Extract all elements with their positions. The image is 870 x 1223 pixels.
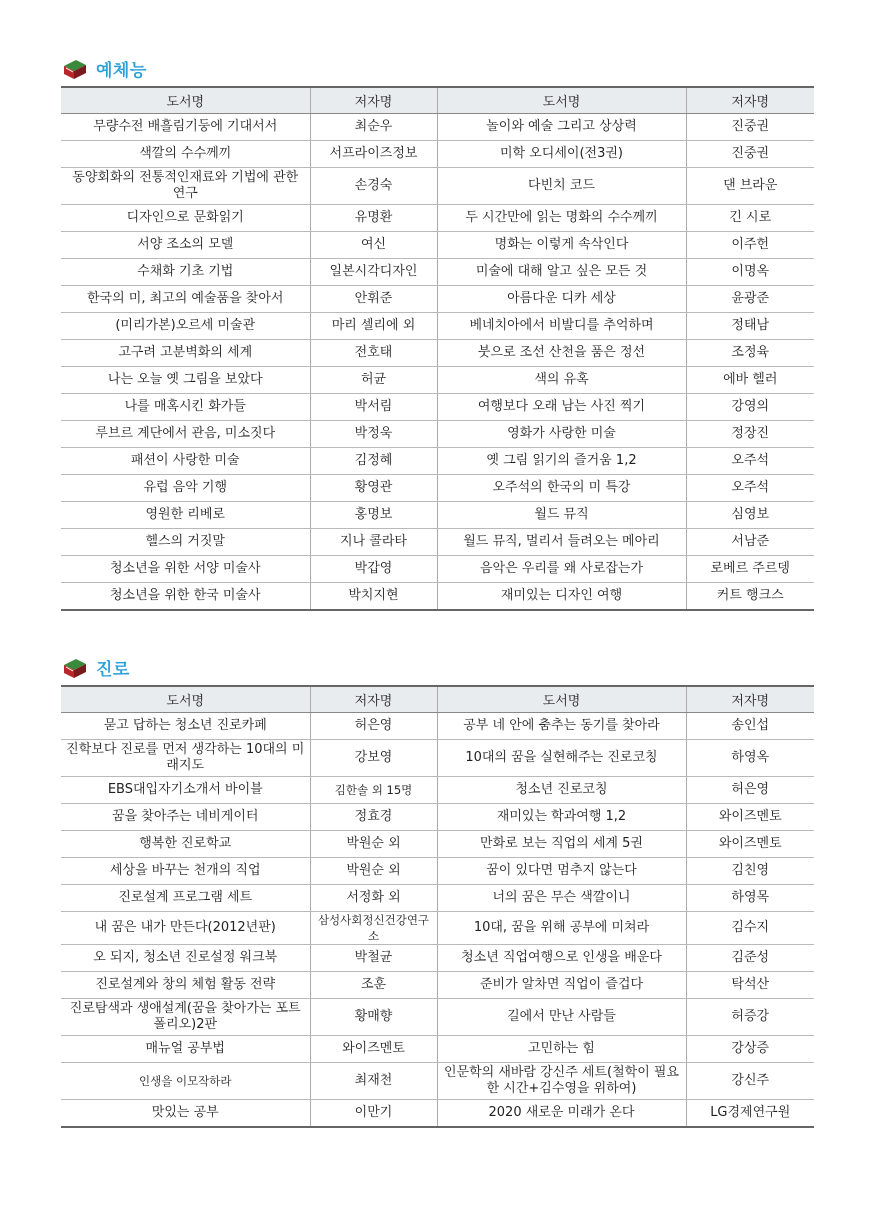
book-title-cell: 루브르 계단에서 관음, 미소짓다 <box>61 421 310 448</box>
book-title-cell: 재미있는 학과여행 1,2 <box>437 804 686 831</box>
book-title-cell: 공부 네 안에 춤추는 동기를 찾아라 <box>437 713 686 740</box>
book-title-cell: 월드 뮤직 <box>437 502 686 529</box>
table-row <box>61 912 814 945</box>
author-cell: 서남준 <box>686 529 814 556</box>
table-row <box>61 1063 814 1100</box>
book-table-arts <box>61 86 814 611</box>
table-row <box>61 740 814 777</box>
author-cell: 긴 시로 <box>686 205 814 232</box>
author-cell: LG경제연구원 <box>686 1100 814 1128</box>
book-title-cell: 디자인으로 문화읽기 <box>61 205 310 232</box>
book-title-cell: 매뉴얼 공부법 <box>61 1036 310 1063</box>
book-title-cell: 오 되지, 청소년 진로설정 워크북 <box>61 945 310 972</box>
column-header-title: 도서명 <box>437 686 686 713</box>
author-cell: 전호태 <box>310 340 437 367</box>
table-row <box>61 448 814 475</box>
author-cell: 서프라이즈정보 <box>310 141 437 168</box>
table-row <box>61 529 814 556</box>
author-cell: 심영보 <box>686 502 814 529</box>
column-header-title: 도서명 <box>61 87 310 114</box>
book-title-cell: 아름다운 디카 세상 <box>437 286 686 313</box>
book-title-cell: 너의 꿈은 무슨 색깔이니 <box>437 885 686 912</box>
column-header-author: 저자명 <box>310 87 437 114</box>
table-row <box>61 475 814 502</box>
table-row <box>61 313 814 340</box>
column-header-title: 도서명 <box>437 87 686 114</box>
author-cell: 허증강 <box>686 999 814 1036</box>
table-header-row <box>61 87 814 114</box>
book-title-cell: 서양 조소의 모델 <box>61 232 310 259</box>
book-title-cell: 여행보다 오래 남는 사진 찍기 <box>437 394 686 421</box>
table-row <box>61 394 814 421</box>
book-title-cell: 미술에 대해 알고 싶은 모든 것 <box>437 259 686 286</box>
book-title-cell: 맛있는 공부 <box>61 1100 310 1128</box>
book-title-cell: 청소년 직업여행으로 인생을 배운다 <box>437 945 686 972</box>
table-row <box>61 556 814 583</box>
table-row <box>61 114 814 141</box>
book-title-cell: 명화는 이렇게 속삭인다 <box>437 232 686 259</box>
section-title: 예체능 <box>96 61 147 81</box>
book-title-cell: 내 꿈은 내가 만든다(2012년판) <box>61 912 310 945</box>
book-title-cell: 옛 그림 읽기의 즐거움 1,2 <box>437 448 686 475</box>
author-cell: 삼성사회정신건강연구소 <box>310 912 437 945</box>
author-cell: 정효경 <box>310 804 437 831</box>
book-title-cell: 오주석의 한국의 미 특강 <box>437 475 686 502</box>
book-title-cell: 색깔의 수수께끼 <box>61 141 310 168</box>
book-title-cell: (미리가본)오르세 미술관 <box>61 313 310 340</box>
table-row <box>61 583 814 611</box>
book-title-cell: 고구려 고분벽화의 세계 <box>61 340 310 367</box>
section-header-arts <box>62 56 147 81</box>
table-row <box>61 259 814 286</box>
books-icon <box>62 58 88 80</box>
author-cell: 하영옥 <box>686 740 814 777</box>
author-cell: 강보영 <box>310 740 437 777</box>
book-title-cell: 꿈을 찾아주는 네비게이터 <box>61 804 310 831</box>
book-title-cell: 행복한 진로학교 <box>61 831 310 858</box>
books-icon <box>62 657 88 679</box>
author-cell: 박서림 <box>310 394 437 421</box>
author-cell: 마리 셀리에 외 <box>310 313 437 340</box>
table-row <box>61 945 814 972</box>
book-title-cell: 청소년 진로코칭 <box>437 777 686 804</box>
author-cell: 오주석 <box>686 448 814 475</box>
book-title-cell: 미학 오디세이(전3권) <box>437 141 686 168</box>
book-title-cell: 베네치아에서 비발디를 추억하며 <box>437 313 686 340</box>
book-title-cell: 진로설계 프로그램 세트 <box>61 885 310 912</box>
author-cell: 지나 콜라타 <box>310 529 437 556</box>
author-cell: 탁석산 <box>686 972 814 999</box>
table-row <box>61 367 814 394</box>
author-cell: 와이즈멘토 <box>686 831 814 858</box>
book-title-cell: 무량수전 배흘림기둥에 기대서서 <box>61 114 310 141</box>
table-row <box>61 286 814 313</box>
author-cell: 홍명보 <box>310 502 437 529</box>
book-title-cell: 색의 유혹 <box>437 367 686 394</box>
table-row <box>61 804 814 831</box>
table-header-row <box>61 686 814 713</box>
book-title-cell: 동양회화의 전통적인재료와 기법에 관한 연구 <box>61 168 310 205</box>
book-title-cell: 놀이와 예술 그리고 상상력 <box>437 114 686 141</box>
author-cell: 에바 헬러 <box>686 367 814 394</box>
book-title-cell: 준비가 알차면 직업이 즐겁다 <box>437 972 686 999</box>
column-header-author: 저자명 <box>686 87 814 114</box>
column-header-title: 도서명 <box>61 686 310 713</box>
book-title-cell: 음악은 우리를 왜 사로잡는가 <box>437 556 686 583</box>
author-cell: 김수지 <box>686 912 814 945</box>
author-cell: 조훈 <box>310 972 437 999</box>
author-cell: 박치지현 <box>310 583 437 611</box>
book-title-cell: 인생을 이모작하라 <box>61 1063 310 1100</box>
author-cell: 조정육 <box>686 340 814 367</box>
table-row <box>61 141 814 168</box>
author-cell: 허은영 <box>686 777 814 804</box>
author-cell: 박철균 <box>310 945 437 972</box>
book-table-career <box>61 685 814 1128</box>
author-cell: 박갑영 <box>310 556 437 583</box>
author-cell: 유명환 <box>310 205 437 232</box>
book-title-cell: 꿈이 있다면 멈추지 않는다 <box>437 858 686 885</box>
table-row <box>61 999 814 1036</box>
book-title-cell: 길에서 만난 사람들 <box>437 999 686 1036</box>
book-title-cell: 만화로 보는 직업의 세계 5권 <box>437 831 686 858</box>
column-header-author: 저자명 <box>310 686 437 713</box>
table-row <box>61 777 814 804</box>
book-title-cell: 재미있는 디자인 여행 <box>437 583 686 611</box>
book-title-cell: 패션이 사랑한 미술 <box>61 448 310 475</box>
author-cell: 강신주 <box>686 1063 814 1100</box>
book-title-cell: EBS대입자기소개서 바이블 <box>61 777 310 804</box>
author-cell: 김준성 <box>686 945 814 972</box>
table-row <box>61 1036 814 1063</box>
author-cell: 와이즈멘토 <box>686 804 814 831</box>
author-cell: 와이즈멘토 <box>310 1036 437 1063</box>
book-title-cell: 월드 뮤직, 멀리서 들려오는 메아리 <box>437 529 686 556</box>
book-title-cell: 유럽 음악 기행 <box>61 475 310 502</box>
table-row <box>61 340 814 367</box>
author-cell: 정장진 <box>686 421 814 448</box>
book-title-cell: 두 시간만에 읽는 명화의 수수께끼 <box>437 205 686 232</box>
book-title-cell: 청소년을 위한 한국 미술사 <box>61 583 310 611</box>
author-cell: 댄 브라운 <box>686 168 814 205</box>
book-title-cell: 수채화 기초 기법 <box>61 259 310 286</box>
book-title-cell: 진로탐색과 생애설계(꿈을 찾아가는 포트폴리오)2판 <box>61 999 310 1036</box>
author-cell: 김친영 <box>686 858 814 885</box>
table-row <box>61 972 814 999</box>
author-cell: 최재천 <box>310 1063 437 1100</box>
table-row <box>61 205 814 232</box>
author-cell: 커트 행크스 <box>686 583 814 611</box>
book-title-cell: 진학보다 진로를 먼저 생각하는 10대의 미래지도 <box>61 740 310 777</box>
column-header-author: 저자명 <box>686 686 814 713</box>
author-cell: 이명옥 <box>686 259 814 286</box>
author-cell: 일본시각디자인 <box>310 259 437 286</box>
author-cell: 송인섭 <box>686 713 814 740</box>
book-title-cell: 나는 오늘 옛 그림을 보았다 <box>61 367 310 394</box>
author-cell: 오주석 <box>686 475 814 502</box>
book-title-cell: 청소년을 위한 서양 미술사 <box>61 556 310 583</box>
author-cell: 여신 <box>310 232 437 259</box>
book-title-cell: 묻고 답하는 청소년 진로카페 <box>61 713 310 740</box>
book-title-cell: 헬스의 거짓말 <box>61 529 310 556</box>
author-cell: 황영관 <box>310 475 437 502</box>
table-row <box>61 831 814 858</box>
section-header-career <box>62 655 130 680</box>
author-cell: 허균 <box>310 367 437 394</box>
author-cell: 박원순 외 <box>310 831 437 858</box>
book-title-cell: 인문학의 새바람 강신주 세트(철학이 필요한 시간+김수영을 위하여) <box>437 1063 686 1100</box>
author-cell: 황매향 <box>310 999 437 1036</box>
book-title-cell: 나를 매혹시킨 화가들 <box>61 394 310 421</box>
book-title-cell: 다빈치 코드 <box>437 168 686 205</box>
author-cell: 이주헌 <box>686 232 814 259</box>
author-cell: 허은영 <box>310 713 437 740</box>
book-title-cell: 10대의 꿈을 실현해주는 진로코칭 <box>437 740 686 777</box>
author-cell: 이만기 <box>310 1100 437 1128</box>
book-title-cell: 10대, 꿈을 위해 공부에 미쳐라 <box>437 912 686 945</box>
table-row <box>61 713 814 740</box>
author-cell: 진중권 <box>686 114 814 141</box>
book-title-cell: 진로설계와 창의 체험 활동 전략 <box>61 972 310 999</box>
table-row <box>61 885 814 912</box>
author-cell: 김정혜 <box>310 448 437 475</box>
book-title-cell: 영원한 리베로 <box>61 502 310 529</box>
table-row <box>61 232 814 259</box>
author-cell: 윤광준 <box>686 286 814 313</box>
table-row <box>61 421 814 448</box>
book-title-cell: 붓으로 조선 산천을 품은 정선 <box>437 340 686 367</box>
author-cell: 안휘준 <box>310 286 437 313</box>
author-cell: 강상증 <box>686 1036 814 1063</box>
table-row <box>61 858 814 885</box>
section-title: 진로 <box>96 660 130 680</box>
author-cell: 박정욱 <box>310 421 437 448</box>
book-title-cell: 영화가 사랑한 미술 <box>437 421 686 448</box>
author-cell: 진중권 <box>686 141 814 168</box>
author-cell: 정태남 <box>686 313 814 340</box>
table-row <box>61 502 814 529</box>
author-cell: 서정화 외 <box>310 885 437 912</box>
book-title-cell: 한국의 미, 최고의 예술품을 찾아서 <box>61 286 310 313</box>
book-title-cell: 고민하는 힘 <box>437 1036 686 1063</box>
book-title-cell: 세상을 바꾸는 천개의 직업 <box>61 858 310 885</box>
table-row <box>61 1100 814 1128</box>
author-cell: 강영의 <box>686 394 814 421</box>
author-cell: 하영목 <box>686 885 814 912</box>
author-cell: 손경숙 <box>310 168 437 205</box>
book-title-cell: 2020 새로운 미래가 온다 <box>437 1100 686 1128</box>
table-row <box>61 168 814 205</box>
author-cell: 박원순 외 <box>310 858 437 885</box>
author-cell: 김한솔 외 15명 <box>310 777 437 804</box>
author-cell: 최순우 <box>310 114 437 141</box>
author-cell: 로베르 주르뎅 <box>686 556 814 583</box>
